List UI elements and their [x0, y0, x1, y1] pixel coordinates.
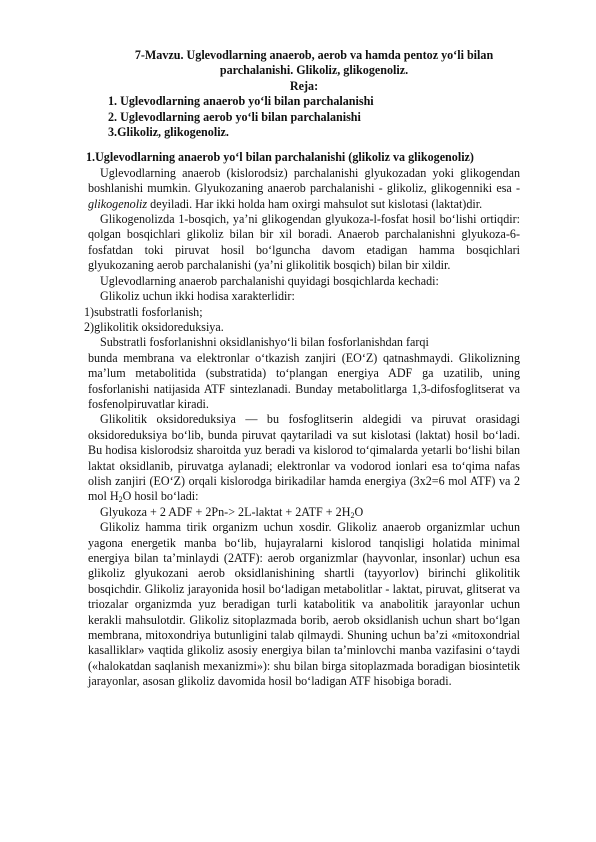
plan-heading: Reja: [289, 78, 319, 93]
plan-item: 3.Glikoliz, glikogenoliz. [108, 125, 229, 140]
paragraph-6: bunda membrana va elektronlar o‘tkazish zanjiri (EO‘Z) qatnashmaydi. Glikolizning ma’lum metabolitida (substratida) to‘plangan energiya ADF ga uzatilib, uning fosforlanishi natijasida ATF sintezlanadi. Bunday metabolitlarga 1,3-difosfoglitserat va fosfenolpiruvatlar kiradi. [88, 350, 520, 411]
paragraph-3: Uglevodlarning anaerob parchalanishi quyidagi bosqichlarda kechadi: [100, 273, 439, 288]
paragraph-8: Glikoliz hamma tirik organizm uchun xosdir. Glikoliz anaerob organizmlar uchun yagona energetik manba bo‘lib, hujayralarni kislorod tanqisligi holatida minimal energiya bilan ta’minlaydi (2ATF): aerob organizmlar (hayvonlar, insonlar) uchun esa glikoliz glyukozani aerob oksidlanishining shartli (tayyorlov) birinchi glikolitik bosqichdir. Glikoliz jarayonida hosil bo‘ladigan metabolitlar - laktat, piruvat, glitserat va triozalar organizmda yuz beradigan turli katabolitik va anabolitik jarayonlar uchun kerakli mahsulotdir. Glikoliz sitoplazmada borib, aerob oksidlanish uchun shart bo‘lgan membrana, mitoxondriya butunligini talab qilmaydi. Shuning uchun ba’zi «mitoxondrial kasalliklar» vaqtida glikoliz asosiy energiya bilan ta’minlovchi manba vazifasini o‘taydi («halokatdan saqlanish mexanizmi»): shu bilan birga sitoplazmada boradigan biosintetik jarayonlar, asosan glikoliz davomida hosil bo‘ladigan ATF hisobiga boradi. [88, 520, 520, 689]
plan-list [88, 94, 520, 140]
paragraph-2: Glikogenolizda 1-bosqich, ya’ni glikogendan glyukoza-l-fosfat hosil bo‘lishi ortiqdir: qolgan bosqichlari glikoliz bilan bir xil boradi. Anaerob parchalanishni glyukoza-6-fosfatdan toki piruvat hosil bo‘lguncha davom etadigan hamma bosqichlari glyukozaning aerob parchalanishi (ya’ni glikolitik bosqich) bilan bir xildir. [88, 212, 520, 273]
reaction-equation: Glyukoza + 2 ADF + 2Pn-> 2L-laktat + $2ATF + 2H_2O$ [100, 504, 364, 520]
paragraph-1: Uglevodlarning anaerob (kislorodsiz) parchalanishi glyukozadan yoki glikogendan boshlanishi mumkin. Glyukozaning anaerob parchalanishi - glikoliz, glikogenniki esa - glikogenoliz deyiladi. Har ikki holda ham oxirgi mahsulot sut kislotasi (laktat)dir. [88, 165, 520, 211]
title-line-1: 7-Mavzu. Uglevodlarning anaerob, aerob va hamda pentoz yo‘li bilan [134, 48, 494, 62]
list-item: 2)glikolitik oksidoreduksiya. [84, 319, 224, 334]
section-heading: 1.Uglevodlarning anaerob yo‘l bilan parchalanishi (glikoliz va glikogenoliz) [86, 150, 474, 165]
paragraph-4: Glikoliz uchun ikki hodisa xarakterlidir: [100, 289, 295, 304]
emphasis-term: glikogenoliz [88, 196, 148, 211]
paragraph-5: Substratli fosforlanishni oksidlanishyo‘li bilan fosforlanishdan farqi [100, 335, 429, 350]
list-item: 1)substratli fosforlanish; [84, 304, 203, 319]
plan-item: 2. Uglevodlarning aerob yo‘li bilan parchalanishi [108, 109, 361, 124]
page-title [88, 48, 520, 79]
title-line-2: parchalanishi. Glikoliz, glikogenoliz. [219, 63, 409, 78]
paragraph-7: Glikolitik oksidoreduksiya — bu fosfoglitserin aldegidi va piruvat orasidagi oksidoreduksiya bo‘lib, bunda piruvat qaytariladi va sut kislotasi (laktat) hosil bo‘ladi. Bu hodisa kislorodsiz sharoitda yuz beradi va kislorod to‘qimalarda yetarli bo‘lishi bilan laktat oksidlanib, piruvatga aylanadi; elektronlar va vodorod ionlari esa to‘qima nafas olish zanjiri (EO‘Z) orqali kislorodga birikadilar hamda energiya (3x2=6 mol ATF) va 2 mol $H_2O$ hosil bo‘ladi: [88, 412, 520, 505]
plan-item: 1. Uglevodlarning anaerob yo‘li bilan parchalanishi [108, 94, 374, 109]
document-page [84, 48, 520, 690]
